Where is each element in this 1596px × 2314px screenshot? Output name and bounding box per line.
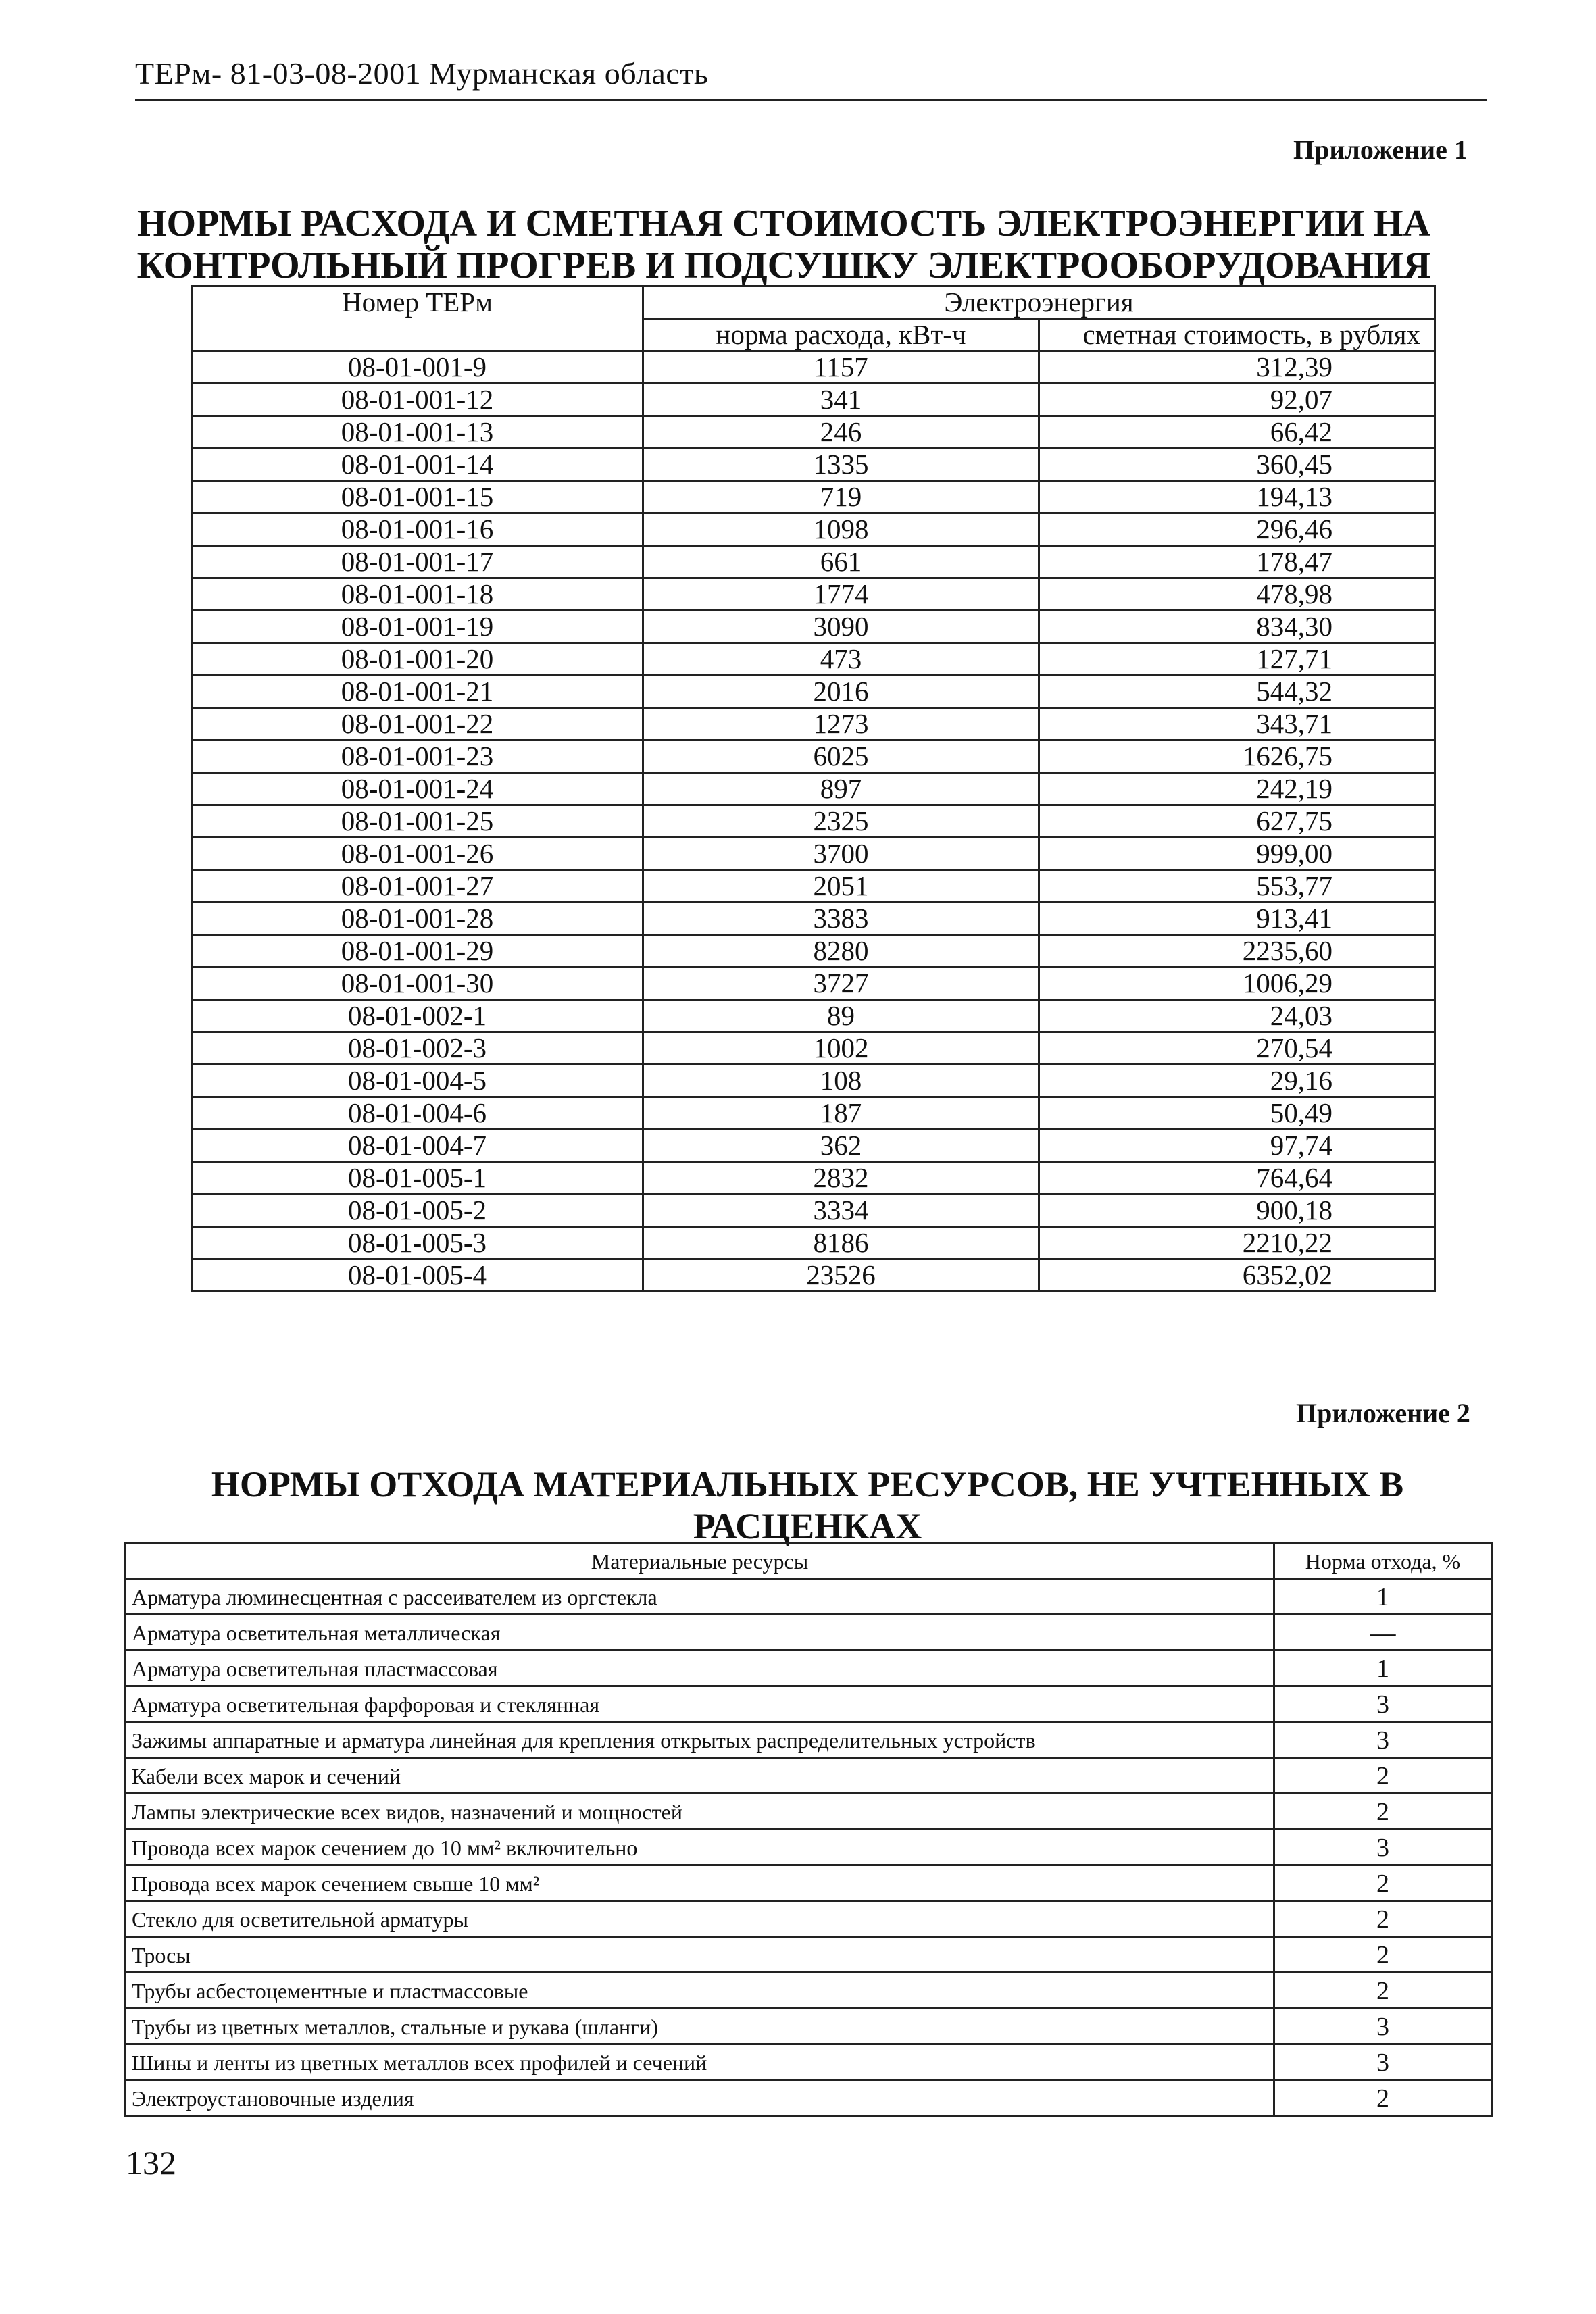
term-number-cell: 08-01-001-24 xyxy=(192,773,643,805)
estimated-cost-cell: 478,98 xyxy=(1039,578,1435,611)
consumption-norm-cell: 2051 xyxy=(643,870,1039,903)
term-number-cell: 08-01-005-1 xyxy=(192,1162,643,1194)
appendix-1-title-line-1: НОРМЫ РАСХОДА И СМЕТНАЯ СТОИМОСТЬ ЭЛЕКТРОЭНЕРГИИ НА xyxy=(137,203,1430,245)
resource-name-cell: Трубы асбестоцементные и пластмассовые xyxy=(126,1973,1274,2009)
waste-norm-cell: 3 xyxy=(1274,1830,1492,1865)
term-number-cell: 08-01-001-13 xyxy=(192,416,643,449)
resource-name-cell: Арматура осветительная металлическая xyxy=(126,1615,1274,1651)
header-rule xyxy=(135,99,1487,101)
consumption-norm-cell: 8280 xyxy=(643,935,1039,967)
appendix-2-title: НОРМЫ ОТХОДА МАТЕРИАЛЬНЫХ РЕСУРСОВ, НЕ УЧТЕННЫХ В РАСЦЕНКАХ xyxy=(211,1464,1404,1546)
term-number-cell: 08-01-005-3 xyxy=(192,1227,643,1259)
waste-norm-cell: 3 xyxy=(1274,2009,1492,2044)
waste-norm-cell: 2 xyxy=(1274,1758,1492,1794)
table-row xyxy=(126,1758,1492,1794)
consumption-norm-cell: 3700 xyxy=(643,838,1039,870)
waste-norm-cell: 1 xyxy=(1274,1651,1492,1686)
waste-norm-cell: — xyxy=(1274,1615,1492,1651)
term-number-cell: 08-01-001-20 xyxy=(192,643,643,676)
table-row xyxy=(192,643,1435,676)
resource-name-cell: Арматура осветительная пластмассовая xyxy=(126,1651,1274,1686)
table-row xyxy=(192,708,1435,740)
term-number-cell: 08-01-002-3 xyxy=(192,1032,643,1065)
term-number-cell: 08-01-004-7 xyxy=(192,1130,643,1162)
consumption-norm-cell: 1774 xyxy=(643,578,1039,611)
consumption-norm-cell: 89 xyxy=(643,1000,1039,1032)
term-number-cell: 08-01-004-5 xyxy=(192,1065,643,1097)
waste-norm-cell: 3 xyxy=(1274,1686,1492,1722)
waste-norm-cell: 2 xyxy=(1274,1794,1492,1830)
table-row xyxy=(192,1000,1435,1032)
estimated-cost-cell: 242,19 xyxy=(1039,773,1435,805)
table-row xyxy=(192,578,1435,611)
table-row xyxy=(126,2009,1492,2044)
table-row xyxy=(126,1722,1492,1758)
term-number-cell: 08-01-001-22 xyxy=(192,708,643,740)
consumption-norm-cell: 1273 xyxy=(643,708,1039,740)
estimated-cost-cell: 900,18 xyxy=(1039,1194,1435,1227)
appendix-2-label: Приложение 2 xyxy=(1296,1398,1470,1428)
estimated-cost-cell: 544,32 xyxy=(1039,676,1435,708)
table-row xyxy=(192,967,1435,1000)
estimated-cost-cell: 312,39 xyxy=(1039,351,1435,384)
resource-name-cell: Электроустановочные изделия xyxy=(126,2080,1274,2116)
term-number-cell: 08-01-001-16 xyxy=(192,513,643,546)
column-header-electricity: Электроэнергия xyxy=(643,286,1435,319)
term-number-cell: 08-01-001-25 xyxy=(192,805,643,838)
term-number-cell: 08-01-001-19 xyxy=(192,611,643,643)
estimated-cost-cell: 764,64 xyxy=(1039,1162,1435,1194)
estimated-cost-cell: 270,54 xyxy=(1039,1032,1435,1065)
resource-name-cell: Зажимы аппаратные и арматура линейная для крепления открытых распределительных устройств xyxy=(126,1722,1274,1758)
table-row xyxy=(192,773,1435,805)
term-number-cell: 08-01-001-28 xyxy=(192,903,643,935)
table-row xyxy=(126,1830,1492,1865)
table-row xyxy=(126,1651,1492,1686)
table-row xyxy=(192,935,1435,967)
column-header-norm: норма расхода, кВт-ч xyxy=(643,319,1039,351)
estimated-cost-cell: 66,42 xyxy=(1039,416,1435,449)
table-row xyxy=(192,1227,1435,1259)
table-row xyxy=(192,384,1435,416)
resource-name-cell: Кабели всех марок и сечений xyxy=(126,1758,1274,1794)
page-header: ТЕРм- 81-03-08-2001 Мурманская область xyxy=(135,56,709,91)
estimated-cost-cell: 627,75 xyxy=(1039,805,1435,838)
consumption-norm-cell: 187 xyxy=(643,1097,1039,1130)
resource-name-cell: Трубы из цветных металлов, стальные и рукава (шланги) xyxy=(126,2009,1274,2044)
estimated-cost-cell: 50,49 xyxy=(1039,1097,1435,1130)
estimated-cost-cell: 178,47 xyxy=(1039,546,1435,578)
resource-name-cell: Провода всех марок сечением до 10 мм² включительно xyxy=(126,1830,1274,1865)
estimated-cost-cell: 296,46 xyxy=(1039,513,1435,546)
table-row xyxy=(126,1794,1492,1830)
term-number-cell: 08-01-001-17 xyxy=(192,546,643,578)
waste-norm-cell: 3 xyxy=(1274,1722,1492,1758)
appendix-1-title-line-2: КОНТРОЛЬНЫЙ ПРОГРЕВ И ПОДСУШКУ ЭЛЕКТРООБОРУДОВАНИЯ xyxy=(136,245,1431,286)
estimated-cost-cell: 92,07 xyxy=(1039,384,1435,416)
table-row xyxy=(192,1065,1435,1097)
term-number-cell: 08-01-001-14 xyxy=(192,449,643,481)
term-number-cell: 08-01-002-1 xyxy=(192,1000,643,1032)
table-row xyxy=(192,838,1435,870)
table-row xyxy=(126,1937,1492,1973)
table-row xyxy=(192,903,1435,935)
estimated-cost-cell: 2210,22 xyxy=(1039,1227,1435,1259)
consumption-norm-cell: 1098 xyxy=(643,513,1039,546)
consumption-norm-cell: 108 xyxy=(643,1065,1039,1097)
consumption-norm-cell: 8186 xyxy=(643,1227,1039,1259)
estimated-cost-cell: 913,41 xyxy=(1039,903,1435,935)
consumption-norm-cell: 2016 xyxy=(643,676,1039,708)
estimated-cost-cell: 1006,29 xyxy=(1039,967,1435,1000)
table-row xyxy=(126,1579,1492,1615)
table-row xyxy=(192,351,1435,384)
table-row xyxy=(192,416,1435,449)
table-row xyxy=(192,676,1435,708)
resource-name-cell: Провода всех марок сечением свыше 10 мм² xyxy=(126,1865,1274,1901)
estimated-cost-cell: 834,30 xyxy=(1039,611,1435,643)
table-row xyxy=(192,1130,1435,1162)
estimated-cost-cell: 2235,60 xyxy=(1039,935,1435,967)
table-row xyxy=(126,1686,1492,1722)
consumption-norm-cell: 661 xyxy=(643,546,1039,578)
consumption-norm-cell: 1157 xyxy=(643,351,1039,384)
term-number-cell: 08-01-001-18 xyxy=(192,578,643,611)
term-number-cell: 08-01-005-4 xyxy=(192,1259,643,1292)
waste-norms-table xyxy=(124,1542,1493,2117)
waste-norm-cell: 1 xyxy=(1274,1579,1492,1615)
table-row xyxy=(126,2080,1492,2116)
resource-name-cell: Лампы электрические всех видов, назначений и мощностей xyxy=(126,1794,1274,1830)
table-row xyxy=(192,1162,1435,1194)
table-row xyxy=(192,1032,1435,1065)
waste-norm-cell: 2 xyxy=(1274,2080,1492,2116)
estimated-cost-cell: 29,16 xyxy=(1039,1065,1435,1097)
table-row xyxy=(192,449,1435,481)
appendix-1-title xyxy=(108,203,1460,286)
table-row xyxy=(192,611,1435,643)
estimated-cost-cell: 24,03 xyxy=(1039,1000,1435,1032)
consumption-norm-cell: 246 xyxy=(643,416,1039,449)
resource-name-cell: Шины и ленты из цветных металлов всех профилей и сечений xyxy=(126,2044,1274,2080)
waste-norms-body xyxy=(126,1579,1492,2116)
consumption-norm-cell: 3383 xyxy=(643,903,1039,935)
consumption-norm-cell: 362 xyxy=(643,1130,1039,1162)
estimated-cost-cell: 97,74 xyxy=(1039,1130,1435,1162)
estimated-cost-cell: 360,45 xyxy=(1039,449,1435,481)
estimated-cost-cell: 194,13 xyxy=(1039,481,1435,513)
consumption-norm-cell: 23526 xyxy=(643,1259,1039,1292)
consumption-norm-cell: 2832 xyxy=(643,1162,1039,1194)
resource-name-cell: Стекло для осветительной арматуры xyxy=(126,1901,1274,1937)
appendix-1-label: Приложение 1 xyxy=(1293,134,1468,165)
term-number-cell: 08-01-001-29 xyxy=(192,935,643,967)
resource-name-cell: Арматура люминесцентная с рассеивателем из оргстекла xyxy=(126,1579,1274,1615)
consumption-norm-cell: 3727 xyxy=(643,967,1039,1000)
term-number-cell: 08-01-001-26 xyxy=(192,838,643,870)
term-number-cell: 08-01-001-15 xyxy=(192,481,643,513)
resource-name-cell: Тросы xyxy=(126,1937,1274,1973)
table-row xyxy=(192,740,1435,773)
electricity-norms-table xyxy=(191,285,1436,1292)
estimated-cost-cell: 553,77 xyxy=(1039,870,1435,903)
consumption-norm-cell: 3334 xyxy=(643,1194,1039,1227)
consumption-norm-cell: 1335 xyxy=(643,449,1039,481)
consumption-norm-cell: 473 xyxy=(643,643,1039,676)
waste-norm-cell: 2 xyxy=(1274,1937,1492,1973)
page-number: 132 xyxy=(126,2144,176,2182)
waste-norm-cell: 2 xyxy=(1274,1865,1492,1901)
electricity-norms-body xyxy=(192,351,1435,1292)
estimated-cost-cell: 343,71 xyxy=(1039,708,1435,740)
term-number-cell: 08-01-001-23 xyxy=(192,740,643,773)
column-header-waste-norm: Норма отхода, % xyxy=(1274,1543,1492,1579)
estimated-cost-cell: 127,71 xyxy=(1039,643,1435,676)
term-number-cell: 08-01-001-9 xyxy=(192,351,643,384)
waste-norm-cell: 3 xyxy=(1274,2044,1492,2080)
term-number-cell: 08-01-001-12 xyxy=(192,384,643,416)
estimated-cost-cell: 6352,02 xyxy=(1039,1259,1435,1292)
consumption-norm-cell: 341 xyxy=(643,384,1039,416)
term-number-cell: 08-01-001-21 xyxy=(192,676,643,708)
table-row xyxy=(126,1973,1492,2009)
table-row xyxy=(126,1901,1492,1937)
table-row xyxy=(192,805,1435,838)
consumption-norm-cell: 2325 xyxy=(643,805,1039,838)
column-header-resource: Материальные ресурсы xyxy=(126,1543,1274,1579)
consumption-norm-cell: 897 xyxy=(643,773,1039,805)
estimated-cost-cell: 999,00 xyxy=(1039,838,1435,870)
consumption-norm-cell: 1002 xyxy=(643,1032,1039,1065)
term-number-cell: 08-01-001-27 xyxy=(192,870,643,903)
consumption-norm-cell: 6025 xyxy=(643,740,1039,773)
table-row xyxy=(126,1865,1492,1901)
table-row xyxy=(192,1097,1435,1130)
column-header-cost: сметная стоимость, в рублях xyxy=(1039,319,1435,351)
term-number-cell: 08-01-001-30 xyxy=(192,967,643,1000)
table-row xyxy=(192,481,1435,513)
waste-norm-cell: 2 xyxy=(1274,1901,1492,1937)
table-row xyxy=(192,870,1435,903)
waste-norm-cell: 2 xyxy=(1274,1973,1492,2009)
term-number-cell: 08-01-004-6 xyxy=(192,1097,643,1130)
resource-name-cell: Арматура осветительная фарфоровая и стеклянная xyxy=(126,1686,1274,1722)
consumption-norm-cell: 719 xyxy=(643,481,1039,513)
estimated-cost-cell: 1626,75 xyxy=(1039,740,1435,773)
table-row xyxy=(192,513,1435,546)
table-row xyxy=(126,2044,1492,2080)
term-number-cell: 08-01-005-2 xyxy=(192,1194,643,1227)
column-header-number: Номер ТЕРм xyxy=(192,286,643,351)
table-row xyxy=(126,1615,1492,1651)
table-row xyxy=(192,1259,1435,1292)
consumption-norm-cell: 3090 xyxy=(643,611,1039,643)
table-row xyxy=(192,546,1435,578)
table-row xyxy=(192,1194,1435,1227)
